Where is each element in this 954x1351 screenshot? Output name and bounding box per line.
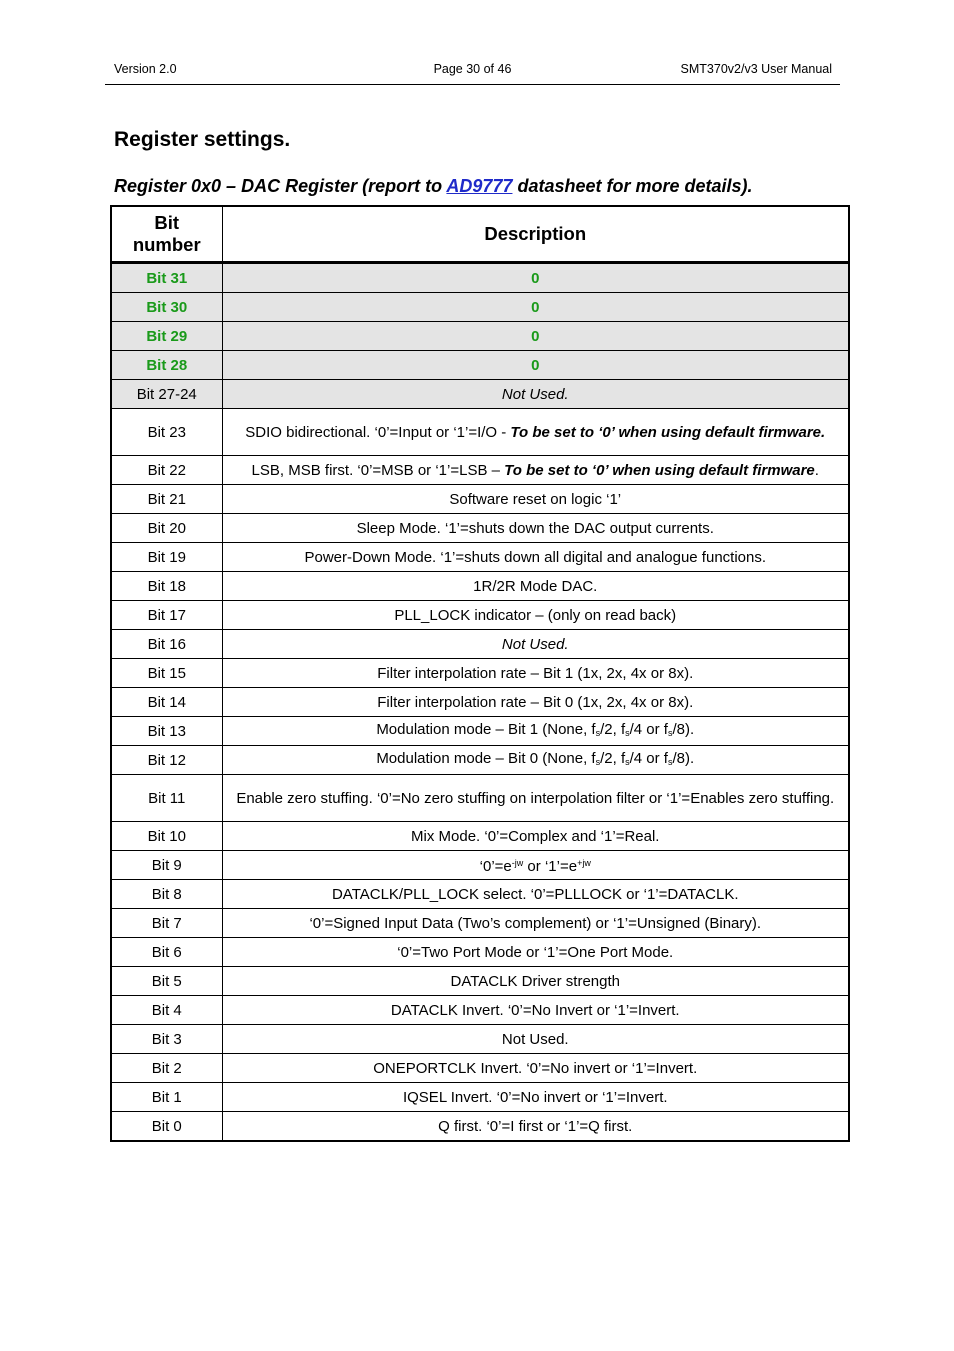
- description-text: or ‘1’=e: [523, 858, 578, 875]
- firmware-note: To be set to ‘0’ when using default firmware: [504, 461, 815, 479]
- script-text: s: [625, 727, 630, 738]
- description-cell: [222, 688, 849, 717]
- bit-number-cell: Bit 8: [111, 880, 222, 909]
- bit-number-cell: Bit 5: [111, 967, 222, 996]
- description-text: /2, f: [600, 720, 626, 738]
- bit-number-cell: Bit 19: [111, 543, 222, 572]
- description-text: Filter interpolation rate – Bit 1 (1x, 2x, 4x or 8x).: [377, 664, 694, 682]
- bit-number-cell: Bit 20: [111, 514, 222, 543]
- description-text: Modulation mode – Bit 0 (None, f: [376, 749, 596, 767]
- ad9777-datasheet-link[interactable]: AD9777: [446, 176, 513, 196]
- description-cell: [222, 409, 849, 456]
- table-row: [111, 456, 849, 485]
- table-row: [111, 514, 849, 543]
- bit-number-cell: Bit 1: [111, 1083, 222, 1112]
- bit-number-cell: Bit 16: [111, 630, 222, 659]
- table-header-row: [111, 206, 849, 263]
- description-text: Mix Mode. ‘0’=Complex and ‘1’=Real.: [411, 827, 660, 845]
- description-cell: [222, 996, 849, 1025]
- bit-number-cell: Bit 4: [111, 996, 222, 1025]
- table-row: [111, 1083, 849, 1112]
- description-cell: [222, 746, 849, 775]
- bit-number-cell: Bit 10: [111, 822, 222, 851]
- table-row: [111, 409, 849, 456]
- table-row: [111, 659, 849, 688]
- script-text: s: [595, 756, 601, 767]
- description-text: Sleep Mode. ‘1’=shuts down the DAC output currents.: [356, 519, 714, 537]
- dac-register-table: [110, 205, 850, 1142]
- table-row: [111, 746, 849, 775]
- bit-number-cell: Bit 3: [111, 1025, 222, 1054]
- description-cell: [222, 601, 849, 630]
- table-row: [111, 880, 849, 909]
- description-text: /4 or f: [629, 720, 668, 738]
- description-text: IQSEL Invert. ‘0’=No invert or ‘1’=Invert.: [402, 1088, 668, 1106]
- bit-number-cell: Bit 9: [111, 851, 222, 880]
- table-row: [111, 775, 849, 822]
- description-cell: [222, 822, 849, 851]
- description-text: SDIO bidirectional. ‘0’=Input or ‘1’=I/O -: [245, 423, 511, 441]
- header-manual-title: SMT370v2/v3 User Manual: [680, 62, 832, 76]
- description-cell: [222, 880, 849, 909]
- caption-suffix: datasheet for more details).: [512, 176, 753, 196]
- description-text: ‘0’=Signed Input Data (Two’s complement) or ‘1’=Unsigned (Binary).: [309, 914, 762, 932]
- description-text: 0: [531, 298, 540, 316]
- description-cell: [222, 263, 849, 293]
- description-cell: [222, 1054, 849, 1083]
- description-text: Power-Down Mode. ‘1’=shuts down all digital and analogue functions.: [304, 548, 767, 566]
- header-bit-number: Bit number: [111, 206, 222, 263]
- bit-number-cell: Bit 18: [111, 572, 222, 601]
- description-cell: [222, 938, 849, 967]
- description-cell: [222, 909, 849, 938]
- table-row: [111, 938, 849, 967]
- bit-number-cell: Bit 0: [111, 1112, 222, 1142]
- bit-number-cell: Bit 14: [111, 688, 222, 717]
- bit-number-cell: Bit 15: [111, 659, 222, 688]
- description-tail: .: [814, 461, 819, 479]
- description-text: Modulation mode – Bit 1 (None, f: [376, 720, 596, 738]
- description-text: ‘0’=Two Port Mode or ‘1’=One Port Mode.: [397, 943, 674, 961]
- description-text: Q first. ‘0’=I first or ‘1’=Q first.: [438, 1117, 633, 1135]
- table-row: [111, 717, 849, 746]
- header-description: Description: [222, 206, 849, 263]
- bit-number-cell: Bit 30: [111, 293, 222, 322]
- caption-prefix: Register 0x0 – DAC Register (report to: [114, 176, 447, 196]
- description-cell: [222, 322, 849, 351]
- description-text: Not Used.: [501, 385, 569, 403]
- description-cell: [222, 775, 849, 822]
- description-cell: [222, 1083, 849, 1112]
- script-text: s: [667, 727, 673, 738]
- table-row: [111, 322, 849, 351]
- description-text: /8).: [672, 720, 695, 738]
- table-row: [111, 543, 849, 572]
- table-row: [111, 1112, 849, 1142]
- bit-number-cell: Bit 11: [111, 775, 222, 822]
- bit-number-cell: Bit 13: [111, 717, 222, 746]
- table-row: [111, 967, 849, 996]
- description-text: 0: [531, 269, 540, 287]
- description-text: DATACLK/PLL_LOCK select. ‘0’=PLLLOCK or ‘1’=DATACLK.: [331, 885, 739, 903]
- table-body: [111, 263, 849, 1142]
- table-row: [111, 263, 849, 293]
- description-cell: [222, 1025, 849, 1054]
- description-text: 1R/2R Mode DAC.: [473, 577, 598, 595]
- bit-number-cell: Bit 28: [111, 351, 222, 380]
- description-text: LSB, MSB first. ‘0’=MSB or ‘1’=LSB –: [251, 461, 505, 479]
- bit-number-cell: Bit 21: [111, 485, 222, 514]
- description-text: Enable zero stuffing. ‘0’=No zero stuffing on interpolation filter or ‘1’=Enables zero stuffing.: [236, 789, 835, 807]
- description-text: Software reset on logic ‘1’: [449, 490, 622, 508]
- table-row: [111, 996, 849, 1025]
- description-cell: [222, 659, 849, 688]
- bit-number-cell: Bit 2: [111, 1054, 222, 1083]
- script-text: -jw: [511, 858, 524, 868]
- bit-number-cell: Bit 6: [111, 938, 222, 967]
- table-row: [111, 601, 849, 630]
- description-text: Not Used.: [501, 1030, 569, 1048]
- section-title: Register settings.: [114, 128, 291, 151]
- description-cell: [222, 717, 849, 746]
- script-text: s: [667, 756, 673, 767]
- description-text: 0: [531, 327, 540, 345]
- bit-number-cell: Bit 12: [111, 746, 222, 775]
- description-text: Not Used.: [501, 635, 569, 653]
- table-row: [111, 909, 849, 938]
- description-cell: [222, 572, 849, 601]
- table-caption: [114, 176, 753, 197]
- table-row: [111, 688, 849, 717]
- table-row: [111, 630, 849, 659]
- bit-number-cell: Bit 17: [111, 601, 222, 630]
- page-header: [105, 62, 840, 85]
- table-row: [111, 293, 849, 322]
- description-cell: [222, 630, 849, 659]
- description-text: 0: [531, 356, 540, 374]
- bit-number-cell: Bit 27-24: [111, 380, 222, 409]
- firmware-note: To be set to ‘0’ when using default firmware.: [510, 423, 826, 441]
- bit-number-cell: Bit 22: [111, 456, 222, 485]
- table-row: [111, 572, 849, 601]
- table-row: [111, 380, 849, 409]
- description-text: ‘0’=e: [479, 858, 512, 875]
- description-cell: [222, 293, 849, 322]
- description-cell: [222, 543, 849, 572]
- table-row: [111, 1025, 849, 1054]
- table-row: [111, 851, 849, 880]
- bit-number-cell: Bit 29: [111, 322, 222, 351]
- description-cell: [222, 456, 849, 485]
- description-text: DATACLK Driver strength: [450, 972, 620, 990]
- bit-number-cell: Bit 23: [111, 409, 222, 456]
- script-text: s: [595, 727, 601, 738]
- description-cell: [222, 851, 849, 880]
- description-cell: [222, 514, 849, 543]
- table-row: [111, 351, 849, 380]
- description-text: Filter interpolation rate – Bit 0 (1x, 2x, 4x or 8x).: [377, 693, 694, 711]
- description-text: /4 or f: [629, 749, 668, 767]
- description-text: /2, f: [600, 749, 626, 767]
- table-row: [111, 1054, 849, 1083]
- description-text: ONEPORTCLK Invert. ‘0’=No invert or ‘1’=Invert.: [373, 1059, 698, 1077]
- description-cell: [222, 485, 849, 514]
- header-version: Version 2.0: [114, 62, 177, 76]
- description-text: /8).: [672, 749, 695, 767]
- description-text: PLL_LOCK indicator – (only on read back): [394, 606, 677, 624]
- script-text: +jw: [577, 858, 591, 868]
- table-row: [111, 822, 849, 851]
- description-cell: [222, 1112, 849, 1142]
- description-cell: [222, 380, 849, 409]
- bit-number-cell: Bit 31: [111, 263, 222, 293]
- script-text: s: [625, 756, 630, 767]
- description-cell: [222, 351, 849, 380]
- bit-number-cell: Bit 7: [111, 909, 222, 938]
- description-text: DATACLK Invert. ‘0’=No Invert or ‘1’=Invert.: [390, 1001, 680, 1019]
- table-row: [111, 485, 849, 514]
- description-cell: [222, 967, 849, 996]
- header-page-number: Page 30 of 46: [433, 62, 512, 76]
